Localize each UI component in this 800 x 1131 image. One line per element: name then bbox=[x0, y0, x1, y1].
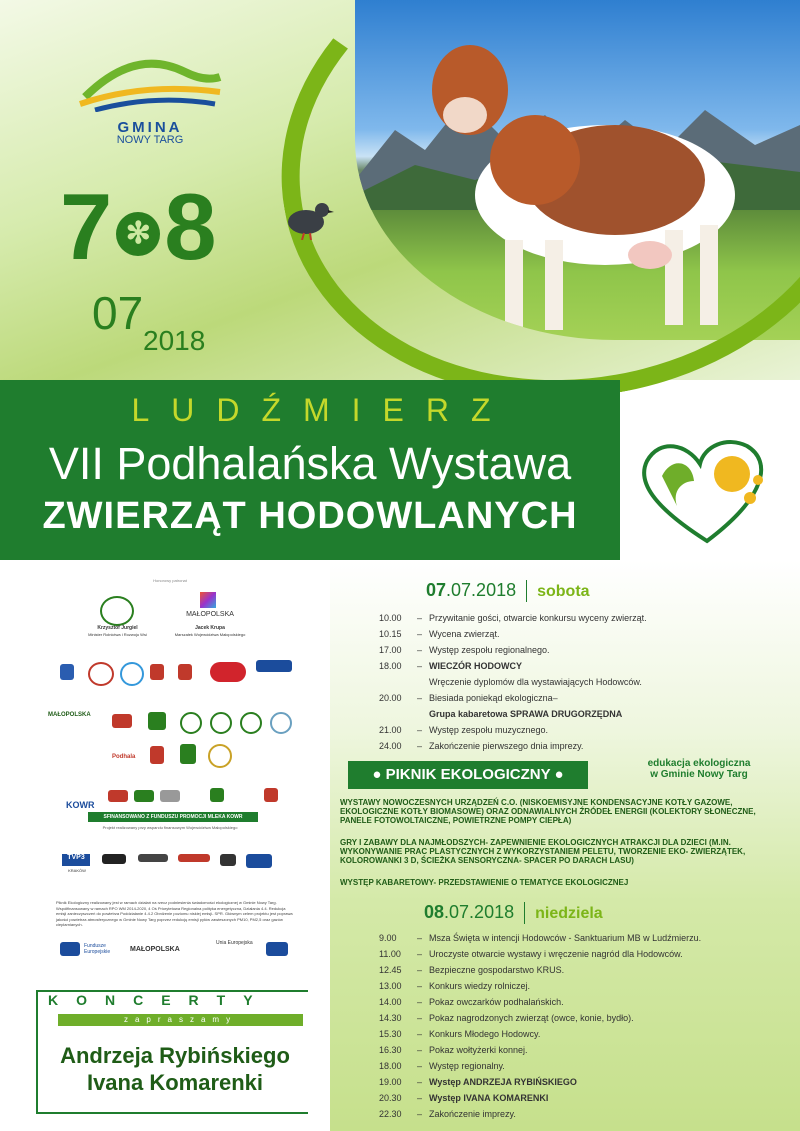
schedule-row: 17.00 – Występ zespołu regionalnego. bbox=[379, 642, 679, 658]
day1-header bbox=[426, 580, 590, 602]
organizer-logo-icon bbox=[88, 662, 114, 686]
schedule-time: 18.00 bbox=[379, 661, 402, 671]
schedule-time: 9.00 bbox=[379, 933, 397, 943]
logo-sub: NOWY TARG bbox=[116, 134, 184, 146]
event-days bbox=[60, 174, 217, 279]
schedule-text: Występ zespołu muzycznego. bbox=[429, 725, 548, 735]
media-logo-icon bbox=[246, 854, 272, 868]
sponsor-logo-icon bbox=[180, 744, 196, 764]
heart-logo-icon bbox=[632, 436, 782, 546]
date-left: 7 bbox=[60, 174, 113, 279]
schedule-time: 15.30 bbox=[379, 1029, 402, 1039]
schedule-time: 11.00 bbox=[379, 949, 401, 959]
coat-of-arms-icon bbox=[150, 746, 164, 764]
person2-name: Jacek Krupa bbox=[195, 625, 225, 631]
day1-date-rest: .07.2018 bbox=[446, 580, 517, 600]
malopolska-logo-icon bbox=[200, 592, 216, 608]
schedule-time: 10.00 bbox=[379, 613, 402, 623]
tvp-logo: TVP3 bbox=[62, 854, 90, 866]
sponsor-logo-icon bbox=[210, 712, 232, 734]
schedule-time: 13.00 bbox=[379, 981, 402, 991]
schedule-time: 17.00 bbox=[379, 645, 402, 655]
schedule-text: Występ regionalny. bbox=[429, 1061, 505, 1071]
mlekovita-logo-icon bbox=[210, 662, 246, 682]
schedule-time: 24.00 bbox=[379, 741, 402, 751]
schedule-text: Uroczyste otwarcie wystawy i wręczenie nagród dla Hodowców. bbox=[429, 949, 683, 959]
eu-malopolska-label: MAŁOPOLSKA bbox=[130, 946, 180, 953]
schedule-text: Zakończenie pierwszego dnia imprezy. bbox=[429, 741, 584, 751]
schedule-row: 10.15 – Wycena zwierząt. bbox=[379, 626, 679, 642]
piknik-edu: edukacja ekologiczna w Gminie Nowy Targ bbox=[647, 758, 751, 780]
schedule-row: 15.30 – Konkurs Młodego Hodowcy. bbox=[379, 1026, 719, 1042]
schedule-text: Grupa kabaretowa SPRAWA DRUGORZĘDNA bbox=[429, 709, 623, 719]
media-logo-icon bbox=[138, 854, 168, 862]
day1-date-bold: 07 bbox=[426, 580, 447, 600]
footnote: Piknik Ekologiczny realizowany jest w ramach działań na rzecz podniesienia świadomości ekologicznej w Gminie Nowy Targ. Współfinansowany w ramach RPO WM 2014-2020, 4 Oś Priorytetowa Regionalna polityka energetyczna, Działania 4.4. Redukcja emisji zanieczyszczeń do powietrza Poddziałanie 4.4.2 Obniżenie poziomu niskiej emisji- SPR. Głównym celem projektu jest poprawa jakości powietrza atmosferycznego w Gminie Nowy Targ poprzez redukcję emisji pyłów zawieszonych PM10, PM2,5 oraz gazów cieplarnianych. bbox=[56, 900, 293, 927]
schedule-time: 20.30 bbox=[379, 1093, 402, 1103]
person2-role: Marszałek Województwa Małopolskiego bbox=[174, 632, 246, 637]
koncerty-title: KONCERTY bbox=[48, 992, 271, 1008]
organizer-logo-icon bbox=[120, 662, 144, 686]
schedule-text: Biesiada poniekąd ekologiczna– bbox=[429, 693, 558, 703]
piknik-item-3: WYSTĘP KABARETOWY- PRZEDSTAWIENIE O TEMATYCE EKOLOGICZNEJ bbox=[340, 878, 629, 887]
schedule-row bbox=[379, 674, 679, 690]
malopolska-small: MAŁOPOLSKA bbox=[48, 712, 91, 718]
schedule-time: 18.00 bbox=[379, 1061, 402, 1071]
rosette-icon: ✻ bbox=[116, 212, 160, 256]
coat-of-arms-icon bbox=[60, 664, 74, 680]
schedule-row: 18.00 – Występ regionalny. bbox=[379, 1058, 719, 1074]
eu-funds-label: Fundusze Europejskie bbox=[84, 943, 111, 955]
schedule-row: 21.00 – Występ zespołu muzycznego. bbox=[379, 722, 679, 738]
schedule-time bbox=[379, 706, 417, 722]
koncerty-sub: zapraszamy bbox=[58, 1014, 303, 1026]
place-name: LUDŹMIERZ bbox=[131, 392, 513, 428]
tvp-city: KRAKÓW bbox=[68, 868, 86, 873]
event-title-line1: VII Podhalańska Wystawa bbox=[48, 438, 572, 489]
schedule-time: 14.30 bbox=[379, 1013, 402, 1023]
eu-flag-icon bbox=[266, 942, 288, 956]
schedule-row: 22.30 – Zakończenie imprezy. bbox=[379, 1106, 719, 1122]
day1-schedule bbox=[379, 610, 679, 754]
sponsors-panel bbox=[30, 578, 310, 973]
schedule-text: Konkurs Młodego Hodowcy. bbox=[429, 1029, 541, 1039]
schedule-row: 13.00 – Konkurs wiedzy rolniczej. bbox=[379, 978, 719, 994]
schedule-text: Pokaz wołtyżerki konnej. bbox=[429, 1045, 528, 1055]
sponsor-logo-icon bbox=[112, 714, 132, 728]
media-logo-icon bbox=[178, 854, 210, 862]
schedule-time: 19.00 bbox=[379, 1077, 402, 1087]
schedule-text: WIECZÓR HODOWCY bbox=[429, 661, 522, 671]
person2-org: MAŁOPOLSKA bbox=[186, 611, 234, 618]
schedule-row: 20.30 – Występ IVANA KOMARENKI bbox=[379, 1090, 719, 1106]
schedule-text: Zakończenie imprezy. bbox=[429, 1109, 516, 1119]
schedule-text: Występ zespołu regionalnego. bbox=[429, 645, 550, 655]
schedule-row: 12.45 – Bezpieczne gospodarstwo KRUS. bbox=[379, 962, 719, 978]
person1-role: Minister Rolnictwa i Rozwoju Wsi bbox=[88, 632, 147, 637]
day1-weekday: sobota bbox=[537, 583, 590, 600]
day2-weekday: niedziela bbox=[535, 905, 603, 922]
sponsor-logo-icon bbox=[134, 790, 154, 802]
ministry-emblem-icon bbox=[100, 596, 134, 626]
person1-name: Krzysztof Jurgiel bbox=[97, 625, 138, 631]
schedule-text: Pokaz owczarków podhalańskich. bbox=[429, 997, 564, 1007]
sponsor-logo-icon bbox=[160, 790, 180, 802]
media-logo-icon bbox=[220, 854, 236, 866]
day2-date-bold: 08 bbox=[424, 902, 445, 922]
schedule-row: 14.30 – Pokaz nagrodzonych zwierząt (owce, konie, bydło). bbox=[379, 1010, 719, 1026]
schedule-text: Wycena zwierząt. bbox=[429, 629, 500, 639]
schedule-row: 24.00 – Zakończenie pierwszego dnia imprezy. bbox=[379, 738, 679, 754]
piknik-item-1: WYSTAWY NOWOCZESNYCH URZĄDZEŃ C.O. (NISKOEMISYJNE KONDENSACYJNE KOTŁY GAZOWE, EKOLOGICZNE KOTŁY BIOMASOWE) ORAZ ODNAWIALNYCH ŹRÓDEŁ ENERGII (KOLEKTORY SŁONECZNE, PANELE FOTOWOLTAICZNE, POWIETRZNE POMPY CIEPŁA) bbox=[340, 798, 756, 825]
day2-schedule bbox=[379, 930, 719, 1122]
schedule-row: 11.00 – Uroczyste otwarcie wystawy i wręczenie nagród dla Hodowców. bbox=[379, 946, 719, 962]
schedule-time: 10.15 bbox=[379, 629, 402, 639]
coat-of-arms-icon bbox=[264, 788, 278, 802]
sponsor-logo-icon bbox=[180, 712, 202, 734]
schedule-time bbox=[379, 674, 417, 690]
gmina-logo bbox=[75, 42, 225, 146]
schedule-row bbox=[379, 706, 679, 722]
schedule-text: Bezpieczne gospodarstwo KRUS. bbox=[429, 965, 565, 975]
schedule-time: 21.00 bbox=[379, 725, 402, 735]
schedule-row: 9.00 – Msza Święta w intencji Hodowców - Sanktuarium MB w Ludźmierzu. bbox=[379, 930, 719, 946]
koncerty-artist-1: Andrzeja Rybińskiego bbox=[60, 1043, 290, 1068]
schedule-text: Pokaz nagrodzonych zwierząt (owce, konie, bydło). bbox=[429, 1013, 634, 1023]
osm-logo-icon bbox=[256, 660, 292, 672]
logo-word: GMINA bbox=[117, 119, 183, 136]
funding-sub: Projekt realizowany przy wsparciu finansowym Województwa Małopolskiego bbox=[102, 825, 238, 830]
schedule-time: 22.30 bbox=[379, 1109, 402, 1119]
pigeon-icon bbox=[284, 196, 334, 240]
schedule-text: Wręczenie dyplomów dla wystawiających Hodowców. bbox=[429, 677, 642, 687]
eu-union-label: Unia Europejska bbox=[216, 940, 253, 946]
kowr-logo: KOWR bbox=[66, 800, 95, 810]
schedule-time: 12.45 bbox=[379, 965, 402, 975]
koncerty-artist-2: Ivana Komarenki bbox=[86, 1070, 264, 1095]
schedule-row: 14.00 – Pokaz owczarków podhalańskich. bbox=[379, 994, 719, 1010]
media-logo-icon bbox=[102, 854, 126, 864]
honorary-caption: Honorowy patronat bbox=[153, 578, 187, 583]
piknik-item-2: GRY I ZABAWY DLA NAJMŁODSZYCH- ZAPEWNIENIE EKOLOGICZNYCH ATRAKCJI DLA DZIECI (M.IN. WYKONYWANIE PRAC PLASTYCZNYCH Z WYKORZYSTANIEM PELETU, TWORZENIE EKO- ZWIERZĄTEK, KOLOROWANKI 3 D, ŚCIEŻKA SENSORYCZNA- SPACER PO DARACH LASU) bbox=[340, 838, 746, 865]
schedule-text: Występ ANDRZEJA RYBIŃSKIEGO bbox=[429, 1077, 577, 1087]
date-month: 07 bbox=[92, 287, 144, 339]
piknik-title: ● PIKNIK EKOLOGICZNY ● bbox=[348, 761, 588, 789]
schedule-text: Przywitanie gości, otwarcie konkursu wyceny zwierząt. bbox=[429, 613, 647, 623]
schedule-row: 19.00 – Występ ANDRZEJA RYBIŃSKIEGO bbox=[379, 1074, 719, 1090]
schedule-row: 20.00 – Biesiada poniekąd ekologiczna– bbox=[379, 690, 679, 706]
coat-of-arms-icon bbox=[178, 664, 192, 680]
schedule-row: 10.00 – Przywitanie gości, otwarcie konkursu wyceny zwierząt. bbox=[379, 610, 679, 626]
schedule-time: 20.00 bbox=[379, 693, 402, 703]
sponsor-logo-icon bbox=[210, 788, 224, 802]
date-year: 2018 bbox=[143, 325, 206, 356]
schedule-time: 16.30 bbox=[379, 1045, 402, 1055]
sponsor-logo-icon bbox=[270, 712, 292, 734]
day2-header bbox=[424, 902, 603, 924]
podhala-label: Podhala bbox=[112, 754, 136, 760]
day2-date-rest: .07.2018 bbox=[444, 902, 515, 922]
schedule-text: Występ IVANA KOMARENKI bbox=[429, 1093, 549, 1103]
mountain-logo-icon bbox=[75, 42, 225, 112]
schedule-row: 16.30 – Pokaz wołtyżerki konnej. bbox=[379, 1042, 719, 1058]
schedule-time: 14.00 bbox=[379, 997, 402, 1007]
funding-bar: SFINANSOWANO Z FUNDUSZU PROMOCJI MLEKA KOWR bbox=[88, 812, 258, 822]
sponsor-logo-icon bbox=[148, 712, 166, 730]
event-title-line2: ZWIERZĄT HODOWLANYCH bbox=[42, 495, 578, 537]
cow-logo-icon bbox=[108, 790, 128, 802]
date-right: 8 bbox=[164, 174, 217, 279]
schedule-row: 18.00 – WIECZÓR HODOWCY bbox=[379, 658, 679, 674]
sponsor-logo-icon bbox=[240, 712, 262, 734]
schedule-text: Msza Święta w intencji Hodowców - Sanktuarium MB w Ludźmierzu. bbox=[429, 933, 702, 943]
coat-of-arms-icon bbox=[150, 664, 164, 680]
eu-funds-icon bbox=[60, 942, 80, 956]
schedule-text: Konkurs wiedzy rolniczej. bbox=[429, 981, 531, 991]
sponsor-logo-icon bbox=[208, 744, 232, 768]
